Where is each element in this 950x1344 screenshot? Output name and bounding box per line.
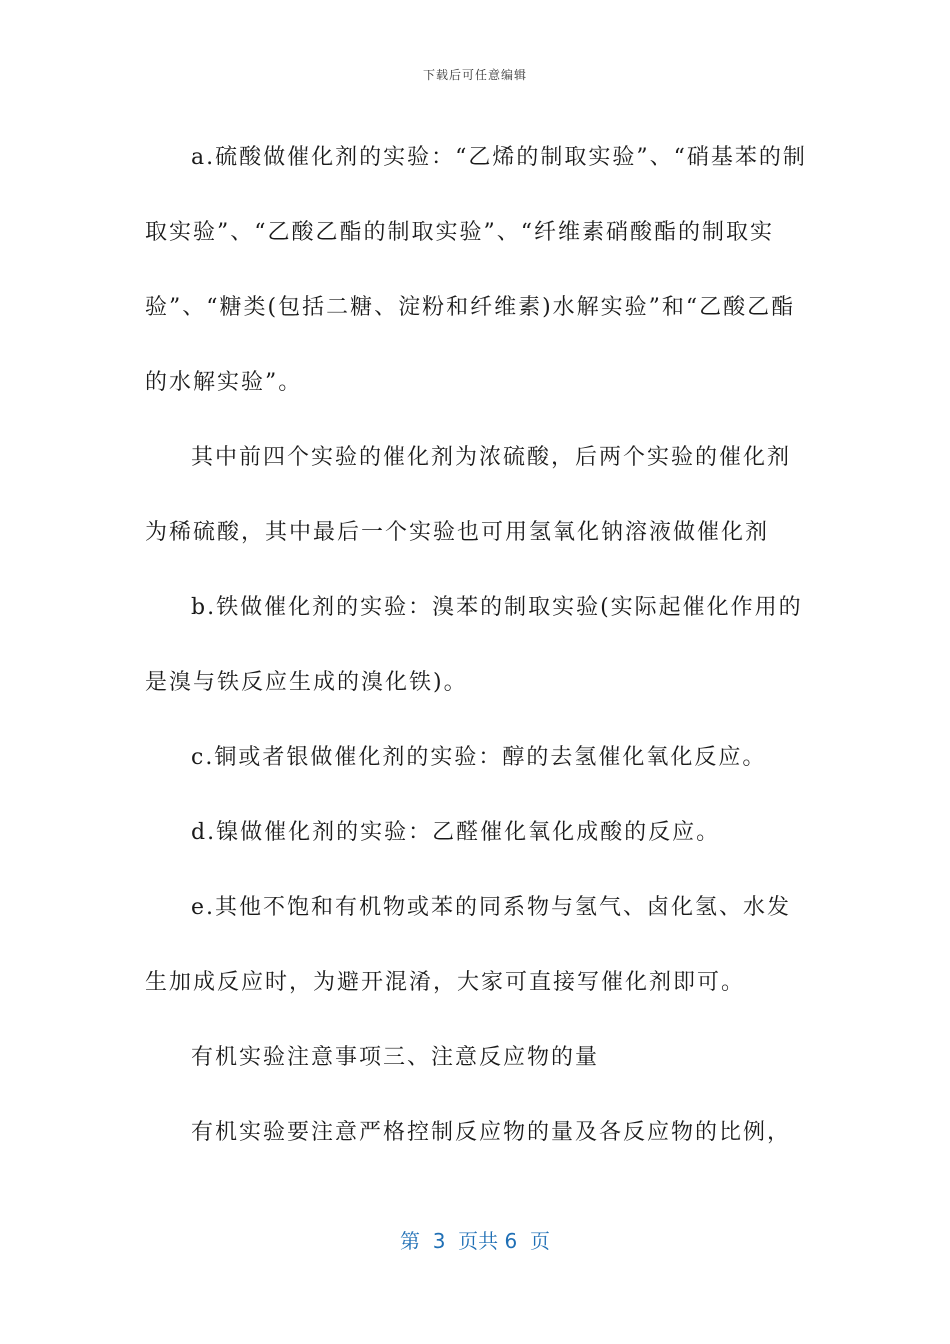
section-heading-reactant-amount: 有机实验注意事项三、注意反应物的量 [191, 1045, 600, 1070]
page-header: 下载后可任意编辑 [422, 68, 527, 82]
document-body [145, 120, 810, 1170]
paragraph-nickel-catalyst: d.镍做催化剂的实验：乙醛催化氧化成酸的反应。 [191, 820, 721, 845]
paragraph-concentrated-dilute-acid: 其中前四个实验的催化剂为浓硫酸，后两个实验的催化剂为稀硫酸，其中最后一个实验也可用氢氧化钠溶液做催化剂 [145, 445, 792, 545]
paragraph-copper-silver-catalyst: c.铜或者银做催化剂的实验：醇的去氢催化氧化反应。 [191, 745, 767, 770]
paragraph-reactant-ratio: 有机实验要注意严格控制反应物的量及各反应物的比例， [191, 1120, 792, 1145]
page-number-footer: 第 3 页共 6 页 [400, 1229, 550, 1253]
paragraph-iron-catalyst: b.铁做催化剂的实验：溴苯的制取实验(实际起催化作用的是溴与铁反应生成的溴化铁)。 [145, 595, 803, 695]
paragraph-other-catalysts: e.其他不饱和有机物或苯的同系物与氢气、卤化氢、水发生加成反应时，为避开混淆，大家可直接写催化剂即可。 [145, 895, 792, 995]
paragraph-sulfuric-acid-catalyst: a.硫酸做催化剂的实验：“乙烯的制取实验”、“硝基苯的制取实验”、“乙酸乙酯的制取实验”、“纤维素硝酸酯的制取实验”、“糖类(包括二糖、淀粉和纤维素)水解实验”和“乙酸乙酯的水解实验”。 [145, 145, 807, 395]
